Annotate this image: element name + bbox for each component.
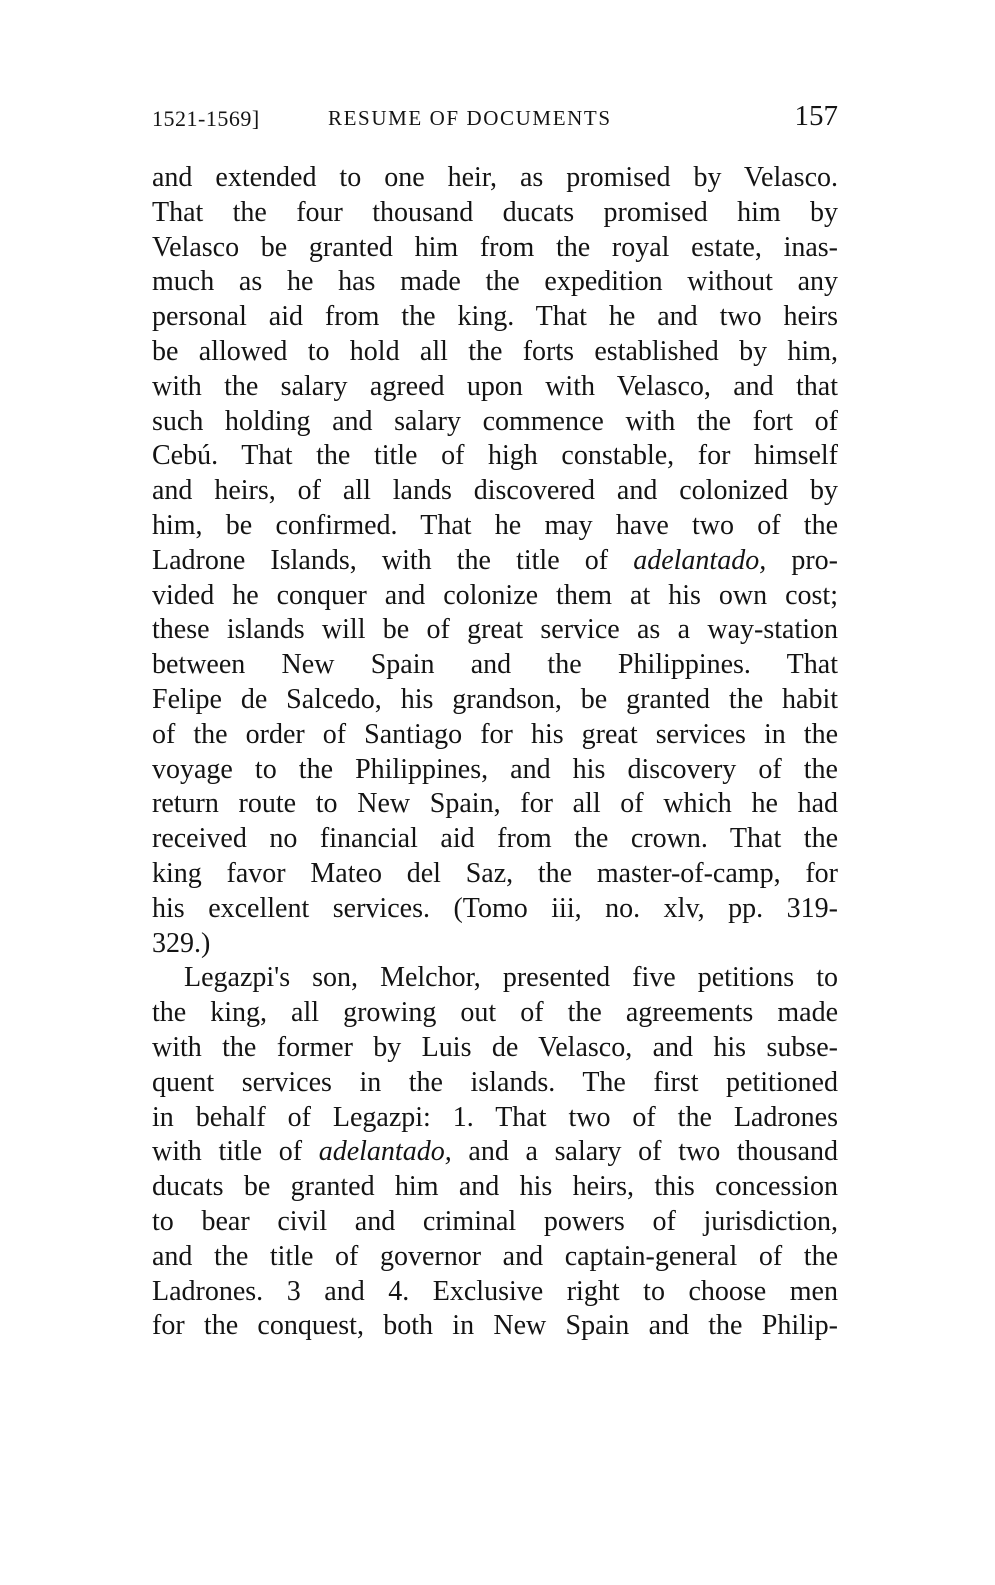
text-segment: and a salary of two thousand bbox=[451, 1136, 838, 1168]
text-segment: Ladrone Islands, with the title of bbox=[152, 544, 634, 576]
text-line: these islands will be of great service as a way-station bbox=[152, 614, 838, 646]
text-line: such holding and salary commence with the fort of bbox=[152, 405, 838, 437]
text-line: 329.) bbox=[152, 927, 211, 959]
header-years: 1521-1569] bbox=[152, 106, 260, 131]
text-line: Ladrones. 3 and 4. Exclusive right to choose men bbox=[152, 1275, 838, 1307]
text-line: voyage to the Philippines, and his discovery of the bbox=[152, 753, 838, 785]
text-line: the king, all growing out of the agreements made bbox=[152, 997, 838, 1029]
italic-term: adelantado, bbox=[318, 1136, 452, 1168]
text-line: with the salary agreed upon with Velasco, and that bbox=[152, 370, 838, 402]
text-line: be allowed to hold all the forts established by him, bbox=[152, 335, 838, 367]
text-line: and the title of governor and captain-general of the bbox=[152, 1240, 838, 1272]
text-line: for the conquest, both in New Spain and the Philip- bbox=[152, 1310, 838, 1342]
text-line: quent services in the islands. The first petitioned bbox=[152, 1066, 838, 1098]
text-line: king favor Mateo del Saz, the master-of-camp, for bbox=[152, 857, 838, 889]
running-title: RESUME OF DOCUMENTS bbox=[328, 106, 612, 130]
text-segment: with title of bbox=[152, 1136, 319, 1168]
text-line: ducats be granted him and his heirs, this concession bbox=[152, 1171, 838, 1203]
text-line: Felipe de Salcedo, his grandson, be granted the habit bbox=[152, 683, 838, 715]
text-line: return route to New Spain, for all of which he had bbox=[152, 788, 838, 820]
body-text bbox=[152, 161, 838, 1344]
text-line bbox=[152, 1135, 838, 1170]
text-line: in behalf of Legazpi: 1. That two of the Ladrones bbox=[152, 1101, 838, 1133]
text-line: and extended to one heir, as promised by Velasco. bbox=[152, 162, 838, 193]
text-line: That the four thousand ducats promised him by bbox=[152, 196, 838, 228]
text-line: much as he has made the expedition without any bbox=[152, 266, 838, 298]
text-line: between New Spain and the Philippines. That bbox=[152, 649, 838, 681]
text-line: his excellent services. (Tomo iii, no. xlv, pp. 319- bbox=[152, 892, 838, 924]
italic-term: adelantado, bbox=[633, 544, 767, 576]
text-line: and heirs, of all lands discovered and colonized by bbox=[152, 475, 838, 507]
text-line bbox=[152, 544, 838, 579]
text-line: Velasco be granted him from the royal estate, inas- bbox=[152, 231, 838, 263]
text-line: received no financial aid from the crown. That the bbox=[152, 823, 838, 855]
running-header bbox=[152, 100, 838, 140]
text-line: personal aid from the king. That he and two heirs bbox=[152, 301, 838, 333]
text-line: to bear civil and criminal powers of jurisdiction, bbox=[152, 1205, 838, 1237]
text-line: vided he conquer and colonize them at his own cost; bbox=[152, 579, 838, 611]
text-segment: pro- bbox=[766, 544, 838, 576]
text-line: Cebú. That the title of high constable, for himself bbox=[152, 440, 838, 472]
text-line: of the order of Santiago for his great services in the bbox=[152, 718, 838, 750]
text-line: Legazpi's son, Melchor, presented five petitions to bbox=[184, 962, 838, 994]
page-number: 157 bbox=[794, 100, 838, 132]
text-line: with the former by Luis de Velasco, and his subse- bbox=[152, 1031, 838, 1063]
text-line: him, be confirmed. That he may have two of the bbox=[152, 509, 838, 541]
